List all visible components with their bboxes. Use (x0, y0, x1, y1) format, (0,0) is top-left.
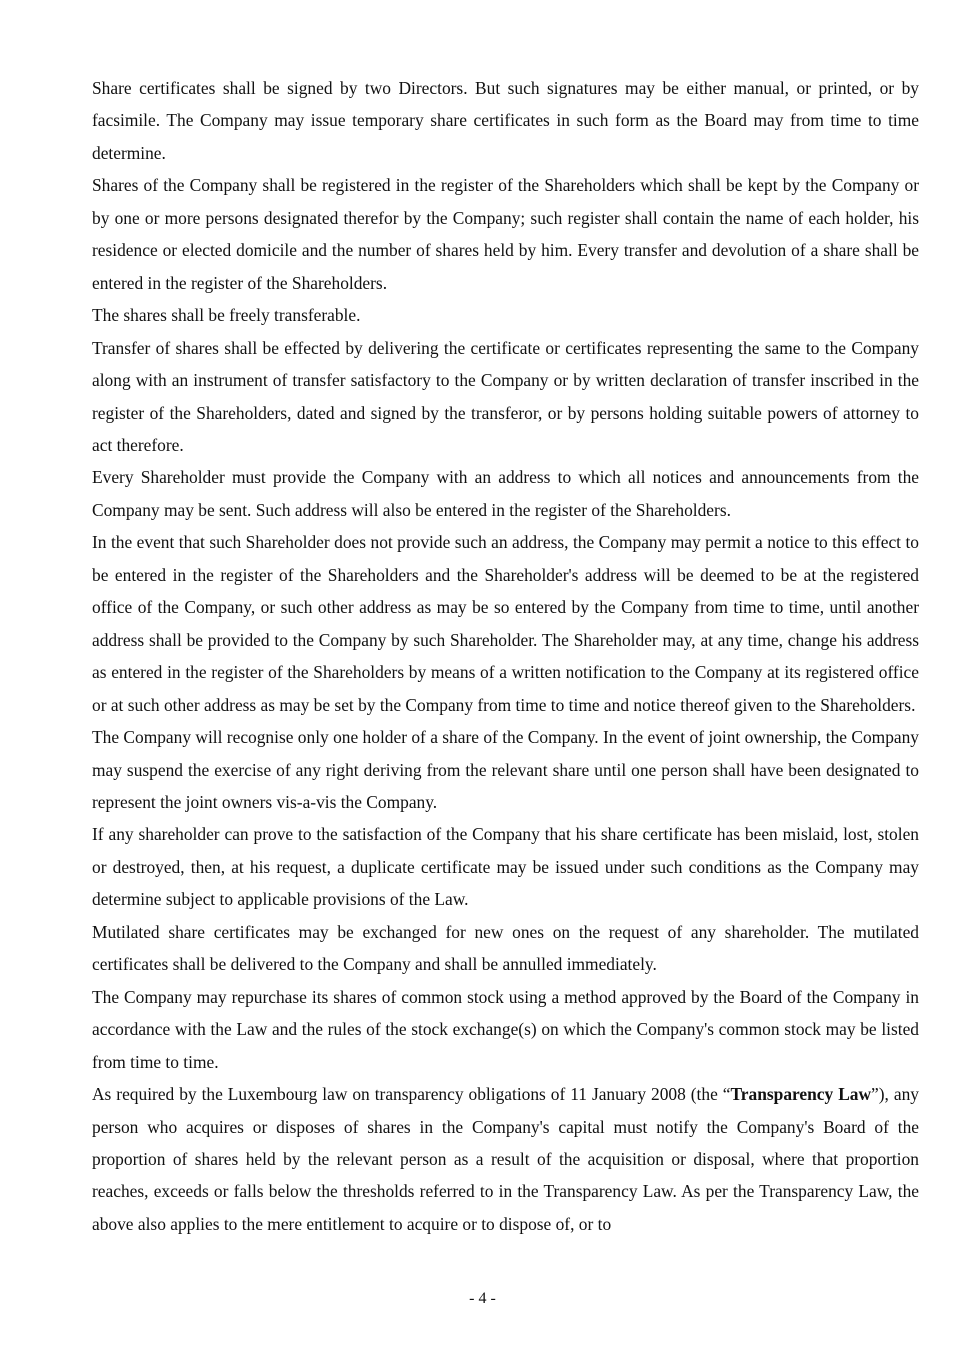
page-number: - 4 - (469, 1290, 496, 1307)
paragraph-shareholder-address: Every Shareholder must provide the Company with an address to which all notices and announcements from the Company may be sent. Such address will also be entered in the register of the Shareholders. (92, 467, 919, 520)
paragraph-mutilated-certificates: Mutilated share certificates may be exchanged for new ones on the request of any shareholder. The mutilated certificates shall be delivered to the Company and shall be annulled immediately. (92, 921, 919, 975)
paragraph-address-default: In the event that such Shareholder does not provide such an address, the Company may permit a notice to this effect to be entered in the register of the Shareholders and the Shareholder's address will be deemed to be at the registered office of the Company, or such other address as may be so entered by the Company from time to time, until another address shall be provided to the Company by such Shareholder. The Shareholder may, at any time, change his address as entered in the register of the Shareholders by means of a written notification to the Company at its registered office or at such other address as may be set by the Company from time to time and notice thereof given to the Shareholders. (92, 532, 919, 715)
paragraph-transfer-of-shares: Transfer of shares shall be effected by delivering the certificate or certificates representing the same to the Company along with an instrument of transfer satisfactory to the Company or by written declaration of transfer inscribed in the register of the Shareholders, dated and signed by the transferor, or by persons holding suitable powers of attorney to act therefore. (92, 337, 919, 455)
document-body (92, 72, 919, 1240)
transparency-text-after: ”), any person who acquires or disposes of shares in the Company's capital must notify the Company's Board of the proportion of shares held by the relevant person as a result of the acquisition or disposal, where that proportion reaches, exceeds or falls below the thresholds referred to in the Transparency Law. As per the Transparency Law, the above also applies to the mere entitlement to acquire or to dispose of, or to (92, 1084, 919, 1234)
transparency-defined-term: Transparency Law (730, 1084, 872, 1105)
paragraph-repurchase: The Company may repurchase its shares of common stock using a method approved by the Board of the Company in accordance with the Law and the rules of the stock exchange(s) on which the Company's common stock may be listed from time to time. (92, 986, 919, 1072)
paragraph-share-certificates: Share certificates shall be signed by two Directors. But such signatures may be either manual, or printed, or by facsimile. The Company may issue temporary share certificates in such form as the Board may from time to time determine. (92, 78, 919, 163)
paragraph-joint-ownership: The Company will recognise only one holder of a share of the Company. In the event of joint ownership, the Company may suspend the exercise of any right deriving from the relevant share until one person shall have been designated to represent the joint owners vis-a-vis the Company. (92, 727, 919, 812)
paragraph-share-register: Shares of the Company shall be registered in the register of the Shareholders which shall be kept by the Company or by one or more persons designated therefor by the Company; such register shall contain the name of each holder, his residence or elected domicile and the number of shares held by him. Every transfer and devolution of a share shall be entered in the register of the Shareholders. (92, 175, 919, 293)
paragraph-freely-transferable: The shares shall be freely transferable. (92, 305, 361, 326)
paragraph-lost-certificate: If any shareholder can prove to the satisfaction of the Company that his share certificate has been mislaid, lost, stolen or destroyed, then, at his request, a duplicate certificate may be issued under such conditions as the Company may determine subject to applicable provisions of the Law. (92, 824, 919, 910)
paragraph-transparency-law (92, 1078, 919, 1240)
transparency-text-before: As required by the Luxembourg law on transparency obligations of 11 January 2008 (the “ (92, 1084, 731, 1105)
